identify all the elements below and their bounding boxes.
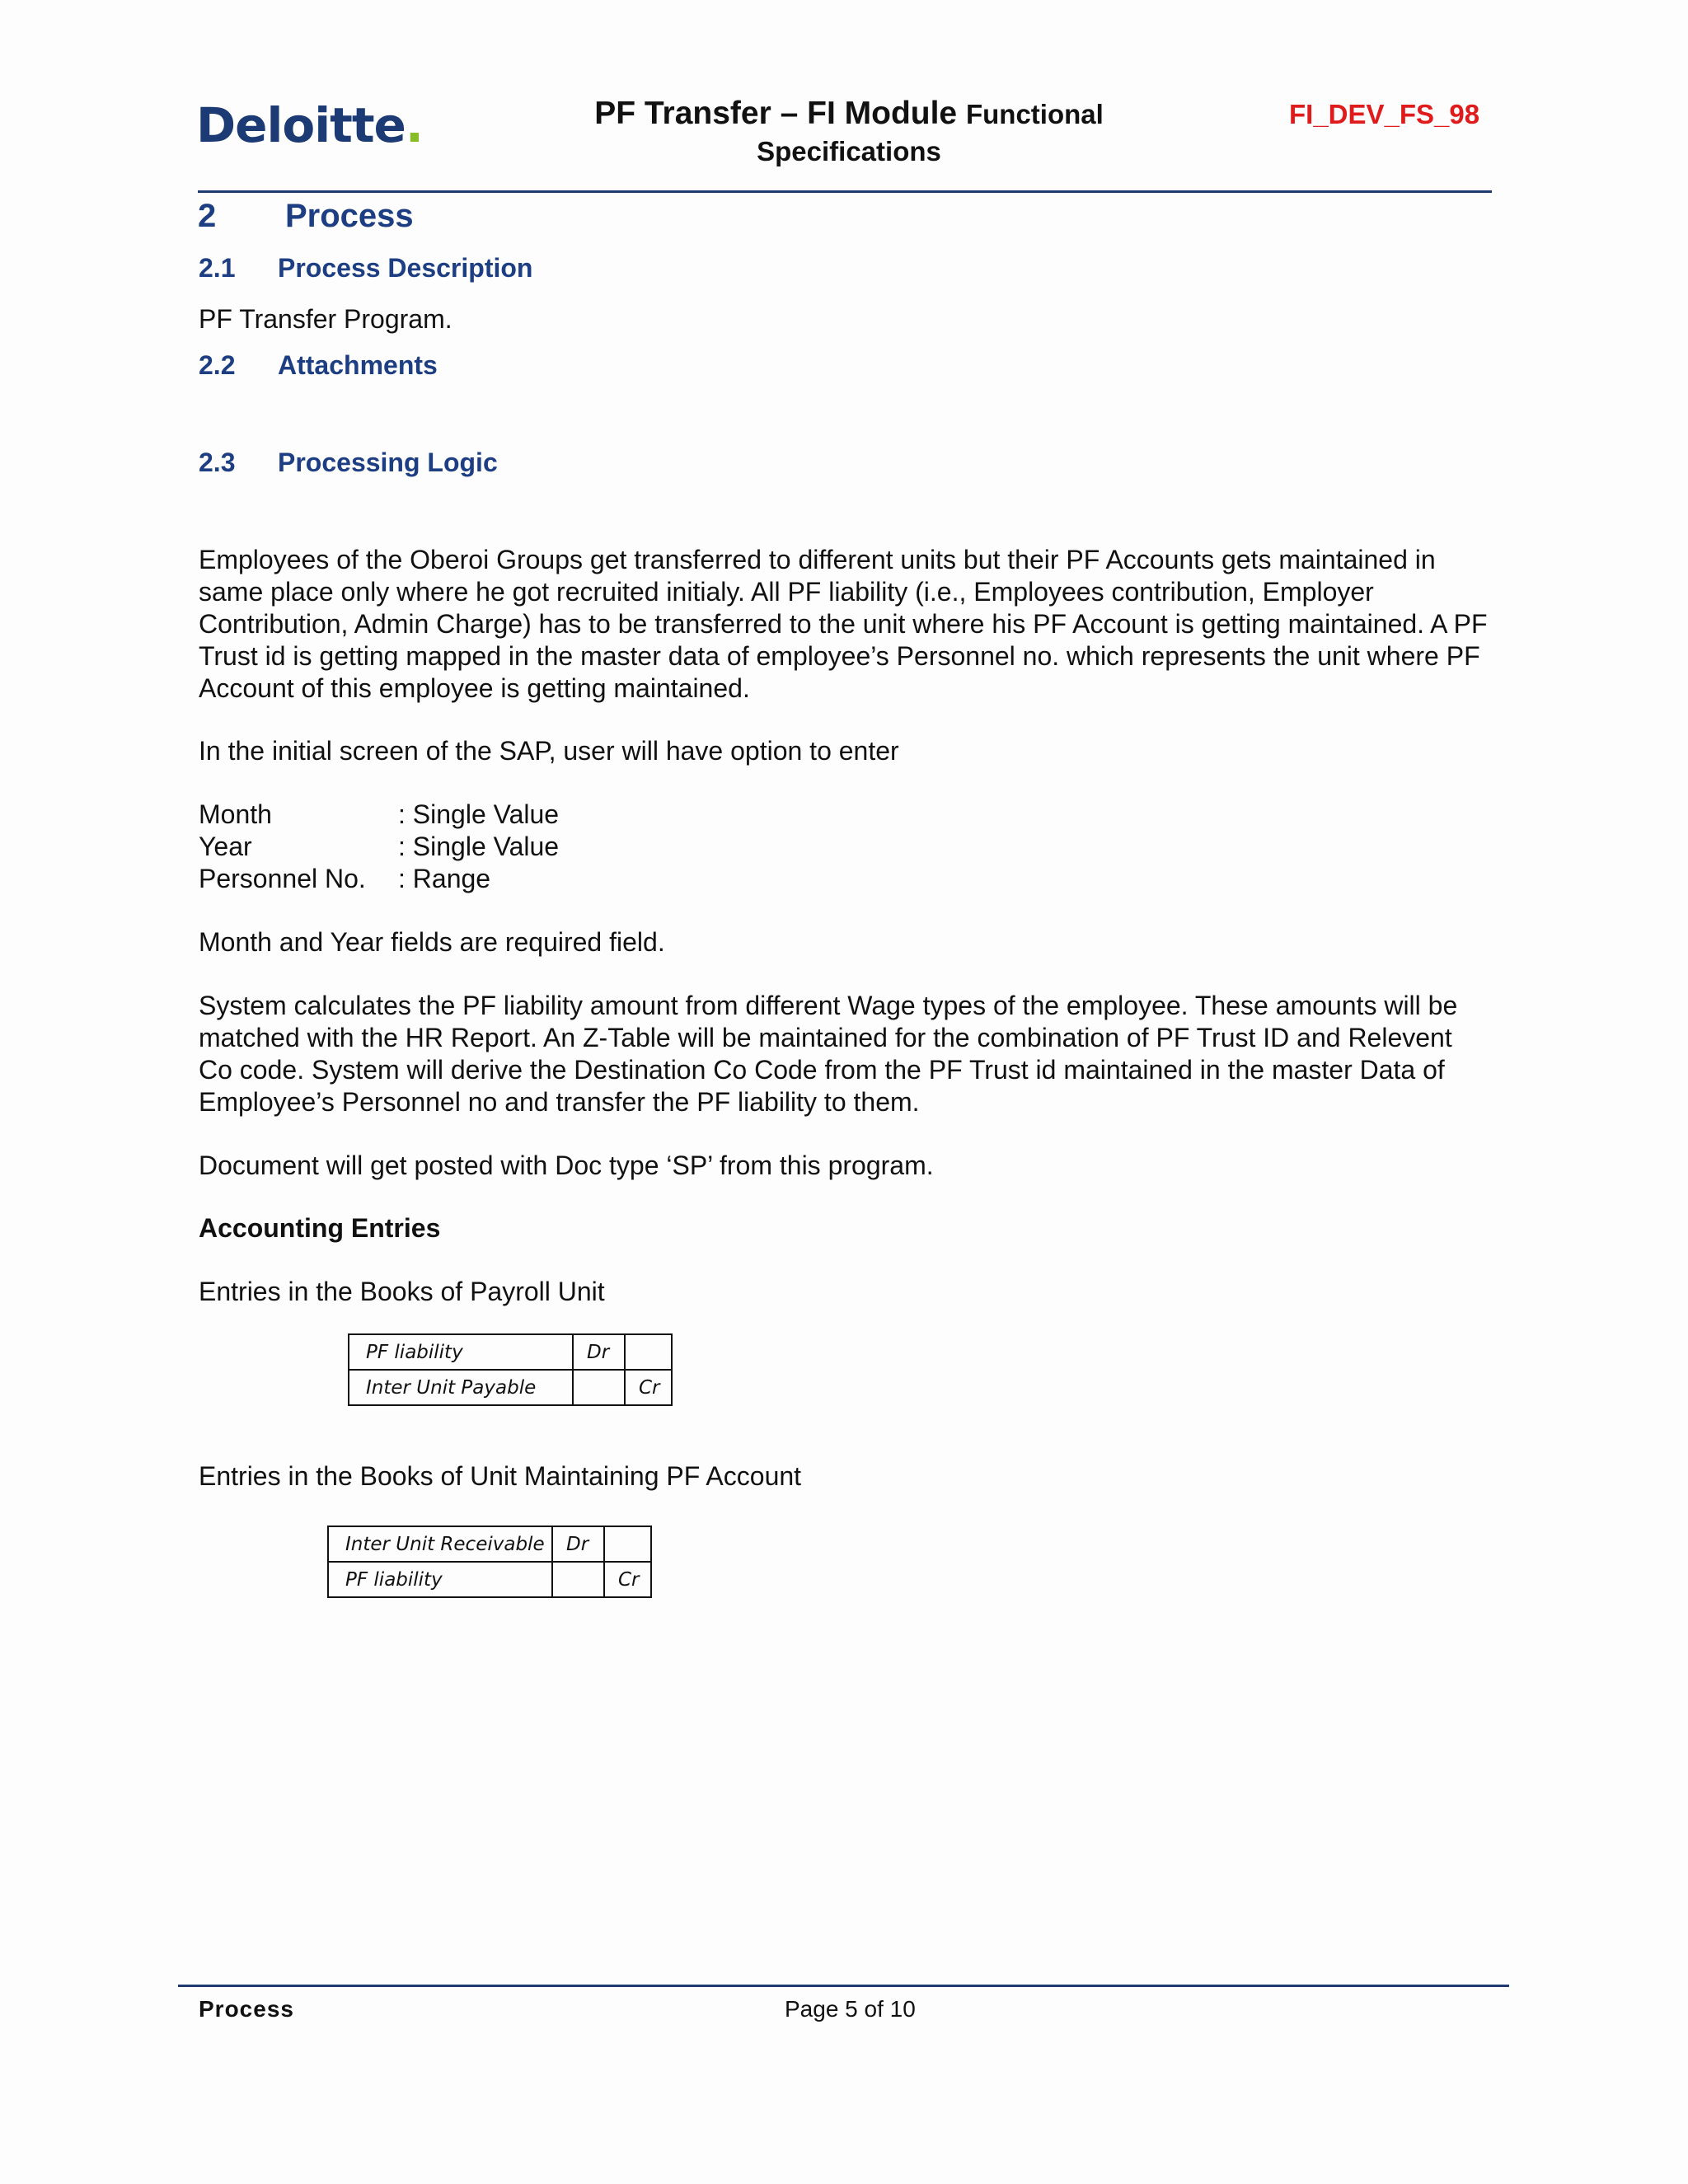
pf-account-unit-caption: Entries in the Books of Unit Maintaining PF Account (199, 1461, 802, 1491)
field-row-month: Month : Single Value (199, 799, 560, 829)
field-row-personnel-no: Personnel No. : Range (199, 864, 491, 893)
document-code: FI_DEV_FS_98 (1289, 99, 1480, 129)
title-main: PF Transfer – FI Module (594, 96, 958, 131)
accounting-entries-heading: Accounting Entries (199, 1213, 441, 1243)
credit-cell (604, 1526, 651, 1562)
debit-cell (573, 1370, 625, 1405)
pf-account-unit-entries-table (327, 1526, 652, 1598)
debit-cell (552, 1562, 604, 1597)
table-row (328, 1562, 651, 1597)
footer-section-name: Process (199, 1996, 294, 2022)
company-logo: Deloitte. (196, 97, 423, 153)
title-line2: Specifications (757, 136, 941, 166)
input-field-list (199, 799, 559, 895)
title-small: Functional (965, 99, 1104, 129)
section-title: Process (285, 198, 414, 234)
footer-divider (178, 1985, 1509, 1987)
processing-logic-paragraph-5: Document will get posted with Doc type ‘SP’ from this program. (199, 1151, 934, 1180)
payroll-unit-caption: Entries in the Books of Payroll Unit (199, 1277, 605, 1306)
process-description-text: PF Transfer Program. (199, 304, 452, 334)
document-title (528, 96, 1170, 170)
account-cell: PF liability (328, 1562, 552, 1597)
table-row (328, 1526, 651, 1562)
subsection-heading-processing-logic: 2.3 Processing Logic (199, 448, 498, 477)
credit-cell: Cr (604, 1562, 651, 1597)
processing-logic-paragraph-4: System calculates the PF liability amount from different Wage types of the employee. These amounts will be matched with the HR Report. An Z-Table will be maintained for the combination of PF Trust ID and Relevent Co code. System will derive the Destination Co Code from the PF Trust id maintained in the master Data of Employee’s Personnel no and transfer the PF liability to them. (199, 991, 1458, 1117)
section-heading (198, 198, 414, 235)
header-divider (198, 190, 1492, 193)
table-row (349, 1370, 672, 1405)
table-row (349, 1334, 672, 1370)
debit-cell: Dr (573, 1334, 625, 1370)
payroll-unit-entries-table (348, 1333, 673, 1406)
subsection-heading-attachments: 2.2 Attachments (199, 350, 438, 380)
credit-cell: Cr (625, 1370, 672, 1405)
credit-cell (625, 1334, 672, 1370)
page-number: Page 5 of 10 (785, 1996, 916, 2022)
field-row-year: Year : Single Value (199, 832, 560, 861)
debit-cell: Dr (552, 1526, 604, 1562)
processing-logic-paragraph-2: In the initial screen of the SAP, user will have option to enter (199, 736, 899, 766)
subsection-heading-process-description: 2.1 Process Description (199, 253, 533, 283)
account-cell: Inter Unit Receivable (328, 1526, 552, 1562)
processing-logic-paragraph-3: Month and Year fields are required field. (199, 927, 665, 957)
account-cell: Inter Unit Payable (349, 1370, 573, 1405)
account-cell: PF liability (349, 1334, 573, 1370)
processing-logic-paragraph-1: Employees of the Oberoi Groups get transferred to different units but their PF Accounts gets maintained in same place only where he got recruited initialy. All PF liability (i.e., Employees contribution, Employer Contribution, Admin Charge) has to be transferred to the unit where his PF Account is getting maintained. A PF Trust id is getting mapped in the master data of employee’s Personnel no. which represents the unit where PF Account of this employee is getting maintained. (199, 545, 1488, 703)
section-number: 2 (198, 198, 217, 234)
